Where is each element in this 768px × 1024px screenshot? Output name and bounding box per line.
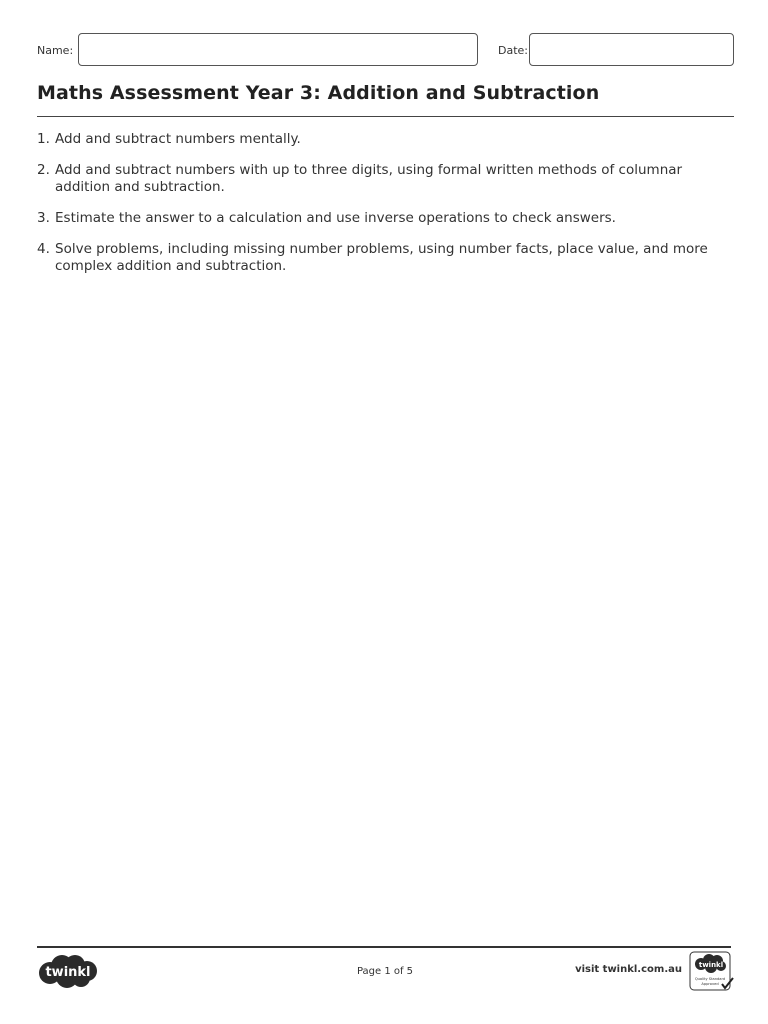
list-item-text: Add and subtract numbers with up to three digits, using formal written methods of columnar addition and subtraction. (55, 162, 683, 195)
list-item (37, 210, 727, 227)
list-item (37, 162, 727, 196)
badge-brand: twinkl (698, 961, 724, 969)
list-item-text: Solve problems, including missing number problems, using number facts, place value, and more complex addition and subtraction. (55, 241, 708, 274)
page-title: Maths Assessment Year 3: Addition and Subtraction (37, 82, 600, 104)
list-item-number: 2. (37, 162, 50, 178)
list-item-text: Add and subtract numbers mentally. (55, 131, 301, 147)
badge-text-line2: Approved (701, 982, 719, 986)
list-item (37, 131, 727, 148)
title-divider (37, 116, 734, 117)
visit-link[interactable]: visit twinkl.com.au (575, 964, 682, 975)
list-item (37, 241, 727, 275)
page-number: Page 1 of 5 (356, 966, 414, 977)
header-fields (37, 33, 734, 68)
list-item-text: Estimate the answer to a calculation and use inverse operations to check answers. (55, 210, 616, 226)
list-item-number: 4. (37, 241, 50, 257)
twinkl-logo (37, 953, 99, 989)
footer-divider (37, 946, 731, 948)
quality-badge-icon (689, 951, 735, 993)
badge-text-line1: Quality Standard (694, 977, 726, 981)
name-field[interactable] (78, 33, 478, 66)
date-field[interactable] (529, 33, 734, 66)
objectives-list (37, 131, 727, 289)
name-label: Name: (37, 44, 74, 57)
list-item-number: 3. (37, 210, 50, 226)
list-item-number: 1. (37, 131, 50, 147)
logo-text: twinkl (45, 965, 91, 980)
date-label: Date: (498, 44, 528, 57)
